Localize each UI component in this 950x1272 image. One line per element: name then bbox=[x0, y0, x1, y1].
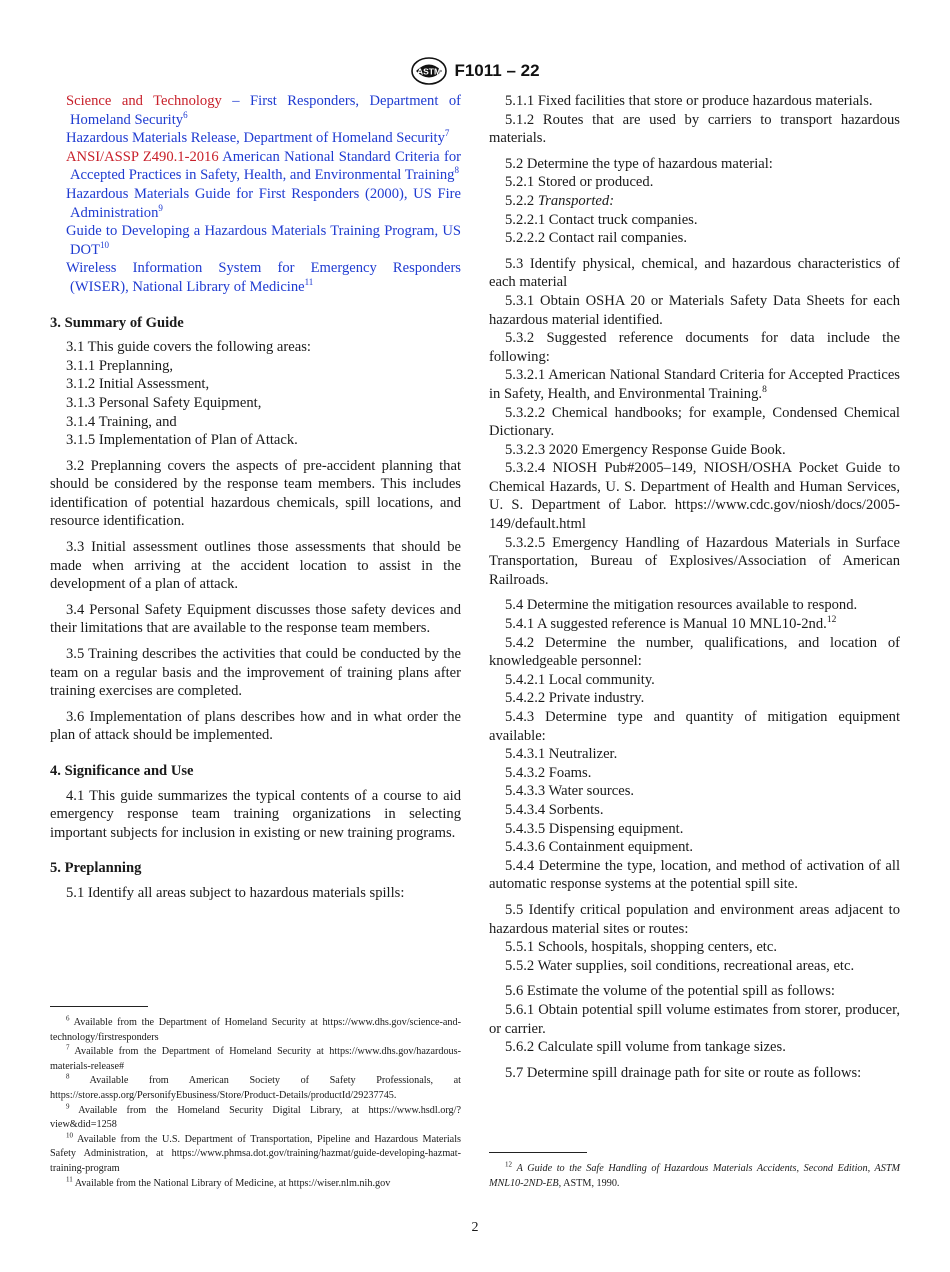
section-heading-3: 3. Summary of Guide bbox=[50, 314, 184, 331]
paragraph: 5.2.2 Transported: bbox=[505, 192, 615, 209]
paragraph: 5.3.2.4 NIOSH Pub#2005–149, NIOSH/OSHA Pocket Guide to Chemical Hazards, U. S. Department of Health and Human Services, U. S. Department of Labor. https://www.cdc.gov/niosh/docs/2005-149/default.html bbox=[489, 460, 900, 533]
paragraph: 5.6.2 Calculate spill volume from tankage sizes. bbox=[505, 1039, 786, 1056]
paragraph: 3.3 Initial assessment outlines those assessments that should be made when arriving at the accident location to assist in the development of a plan of attack. bbox=[50, 539, 461, 593]
paragraph: 5.4.1 A suggested reference is Manual 10 MNL10-2nd.$^{12}$ bbox=[505, 615, 837, 633]
paragraph: 5.4.2.1 Local community. bbox=[505, 671, 655, 688]
paragraph: 3.1.1 Preplanning, bbox=[66, 357, 174, 374]
paragraph: 5.3 Identify physical, chemical, and hazardous characteristics of each material bbox=[489, 255, 900, 291]
paragraph: 3.1.5 Implementation of Plan of Attack. bbox=[66, 432, 298, 449]
paragraph: 5.5.1 Schools, hospitals, shopping centers, etc. bbox=[505, 939, 777, 956]
reference-link[interactable]: Hazardous Materials Guide for First Responders (2000), US Fire Administration$^9$ bbox=[66, 185, 461, 221]
footnote: $^{10}$ Available from the U.S. Department of Transportation, Pipeline and Hazardous Materials Safety Administration, at https://www.phmsa.dot.gov/training/hazmat/guide-developing-hazmat-training-program bbox=[50, 1131, 461, 1174]
paragraph: 5.1 Identify all areas subject to hazardous materials spills: bbox=[66, 884, 405, 901]
svg-text:ASTM: ASTM bbox=[417, 66, 442, 77]
footnote: $^9$ Available from the Homeland Security Digital Library, at https://www.hsdl.org/?view&did=1258 bbox=[50, 1102, 461, 1131]
paragraph: 3.4 Personal Safety Equipment discusses those safety devices and their limitations that are available to the response team members. bbox=[50, 601, 461, 637]
paragraph: 5.2.2.2 Contact rail companies. bbox=[505, 230, 687, 247]
paragraph: 3.1.2 Initial Assessment, bbox=[66, 376, 210, 393]
paragraph: 5.1.1 Fixed facilities that store or produce hazardous materials. bbox=[505, 93, 873, 109]
paragraph: 5.4.3.6 Containment equipment. bbox=[505, 839, 694, 856]
page-number: 2 bbox=[471, 1220, 479, 1235]
right-column bbox=[489, 92, 900, 1082]
paragraph: 5.4.2.2 Private industry. bbox=[505, 690, 645, 707]
footnote-divider bbox=[489, 1152, 587, 1153]
paragraph: 5.4.3.3 Water sources. bbox=[505, 783, 635, 800]
paragraph: 5.4.3.1 Neutralizer. bbox=[505, 746, 618, 763]
paragraph: 5.5.2 Water supplies, soil conditions, recreational areas, etc. bbox=[505, 957, 855, 974]
paragraph: 3.1.4 Training, and bbox=[66, 413, 177, 430]
footnote-divider bbox=[50, 1006, 148, 1007]
left-column bbox=[50, 92, 461, 903]
astm-logo-icon bbox=[410, 56, 448, 86]
paragraph: 5.3.2.5 Emergency Handling of Hazardous Materials in Surface Transportation, Bureau of Explosives/Association of American Railroads. bbox=[489, 534, 900, 588]
footnote: $^7$ Available from the Department of Homeland Security at https://www.dhs.gov/hazardous-materials-release# bbox=[50, 1043, 461, 1072]
paragraph: 3.1.3 Personal Safety Equipment, bbox=[66, 394, 262, 411]
reference-link[interactable]: Guide to Developing a Hazardous Materials Training Program, US DOT$^{10}$ bbox=[66, 223, 461, 258]
footnote: $^6$ Available from the Department of Homeland Security at https://www.dhs.gov/science-and-technology/firstresponders bbox=[50, 1014, 462, 1043]
reference-link[interactable]: Science and Technology – First Responders, Department of Homeland Security$^6$ bbox=[66, 93, 461, 128]
paragraph: 5.3.2.1 American National Standard Criteria for Accepted Practices in Safety, Health, and Environmental Training.$^8$ bbox=[489, 367, 900, 402]
paragraph: 5.3.2.3 2020 Emergency Response Guide Book. bbox=[505, 441, 786, 458]
paragraph: 4.1 This guide summarizes the typical contents of a course to aid emergency response team training organizations in selecting important subjects for inclusion in existing or new training programs. bbox=[50, 787, 461, 841]
paragraph: 5.4.2 Determine the number, qualifications, and location of knowledgeable personnel: bbox=[489, 634, 900, 670]
paragraph: 3.2 Preplanning covers the aspects of pre-accident planning that should be considered by the response team members. This includes identification of potential hazardous chemicals, spill locations, and resource identification. bbox=[50, 457, 461, 530]
paragraph: 5.2.2.1 Contact truck companies. bbox=[505, 211, 698, 228]
paragraph: 3.1 This guide covers the following areas: bbox=[66, 339, 311, 356]
paragraph: 5.4.3.4 Sorbents. bbox=[505, 801, 604, 818]
paragraph: 5.4.3 Determine type and quantity of mitigation equipment available: bbox=[489, 709, 900, 744]
section-heading-4: 4. Significance and Use bbox=[50, 763, 194, 779]
paragraph: 3.6 Implementation of plans describes how and in what order the plan of attack should be implemented. bbox=[50, 708, 461, 744]
reference-link[interactable]: Hazardous Materials Release, Department of Homeland Security$^7$ bbox=[66, 128, 450, 147]
paragraph: 3.5 Training describes the activities that could be conducted by the team on a regular basis and the improvement of training plans after training exercises are completed. bbox=[50, 646, 461, 700]
footnote: $^{12}$ A Guide to the Safe Handling of Hazardous Materials Accidents, Second Edition, ASTM MNL10-2ND-EB, ASTM, 1990. bbox=[489, 1160, 901, 1189]
footnotes-right bbox=[489, 1162, 900, 1191]
paragraph: 5.5 Identify critical population and environment areas adjacent to hazardous material sites or routes: bbox=[489, 901, 900, 937]
paragraph: 5.6 Estimate the volume of the potential spill as follows: bbox=[505, 983, 835, 1000]
reference-link[interactable]: ANSI/ASSP Z490.1-2016 American National Standard Criteria for Accepted Practices in Safety, Health, and Environmental Training$^8$ bbox=[66, 148, 461, 184]
footnotes-left bbox=[50, 1016, 461, 1191]
paragraph: 5.3.2 Suggested reference documents for data include the following: bbox=[489, 330, 900, 365]
paragraph: 5.1.2 Routes that are used by carriers to transport hazardous materials. bbox=[489, 111, 900, 147]
footnote: $^8$ Available from American Society of Safety Professionals, at https://store.assp.org/PersonifyEbusiness/Store/Product-Details/productId/29237745. bbox=[50, 1072, 462, 1101]
paragraph: 5.4.4 Determine the type, location, and method of activation of all automatic response systems at the potential spill site. bbox=[489, 857, 900, 893]
paragraph: 5.2 Determine the type of hazardous material: bbox=[505, 155, 773, 172]
reference-link[interactable]: Wireless Information System for Emergency Responders (WISER), National Library of Medicine$^{11}$ bbox=[66, 260, 461, 295]
paragraph: 5.6.1 Obtain potential spill volume estimates from storer, producer, or carrier. bbox=[489, 1001, 900, 1037]
paragraph: 5.2.1 Stored or produced. bbox=[505, 174, 654, 191]
footnote: $^{11}$ Available from the National Library of Medicine, at https://wiser.nlm.nih.gov bbox=[66, 1175, 391, 1189]
section-heading-5: 5. Preplanning bbox=[50, 860, 142, 877]
paragraph: 5.3.1 Obtain OSHA 20 or Materials Safety Data Sheets for each hazardous material identified. bbox=[489, 292, 900, 328]
standard-designation: F1011 – 22 bbox=[454, 61, 540, 80]
paragraph: 5.4.3.5 Dispensing equipment. bbox=[505, 820, 684, 837]
reference-list bbox=[50, 92, 461, 297]
paragraph: 5.4 Determine the mitigation resources available to respond. bbox=[505, 597, 858, 614]
paragraph: 5.7 Determine spill drainage path for site or route as follows: bbox=[505, 1064, 862, 1081]
page-header bbox=[0, 56, 950, 86]
paragraph: 5.3.2.2 Chemical handbooks; for example, Condensed Chemical Dictionary. bbox=[489, 404, 900, 440]
paragraph: 5.4.3.2 Foams. bbox=[505, 764, 592, 781]
